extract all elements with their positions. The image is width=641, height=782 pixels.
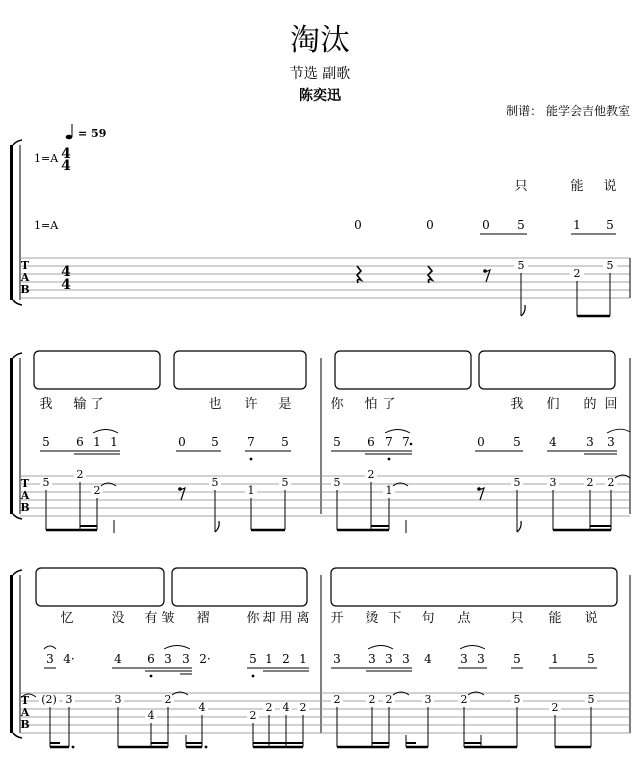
lyric: 开 xyxy=(330,611,344,626)
tab-letter: B xyxy=(20,283,30,296)
lyric: 我 xyxy=(510,397,524,412)
lyric: 忆 xyxy=(60,611,74,626)
tab-fret: (2) xyxy=(41,693,57,706)
note: 5 xyxy=(606,218,614,232)
note: 5 xyxy=(587,652,595,666)
system-1 xyxy=(10,140,630,316)
note: 3 xyxy=(333,652,341,666)
note: 7 xyxy=(247,435,255,449)
lyric: 用 xyxy=(279,611,293,626)
note: 1 xyxy=(110,435,118,449)
tab-letter: A xyxy=(20,706,30,719)
note: 5 xyxy=(333,435,341,449)
tab-fret: 2 xyxy=(333,693,341,706)
quarter-note-icon xyxy=(66,124,73,139)
lyric: 烫 xyxy=(365,611,379,626)
chord-boxes xyxy=(36,568,617,606)
tab-fret: 1 xyxy=(385,484,393,497)
tab-fret: 5 xyxy=(517,259,525,272)
lyric: 许 xyxy=(244,397,258,412)
lyric: 说 xyxy=(584,611,598,626)
time-signature-top: 4 xyxy=(61,146,71,162)
tab-fret: 5 xyxy=(333,476,341,489)
note: 4 xyxy=(549,435,557,449)
tab-fret: 2 xyxy=(385,693,393,706)
lyric: 皱 xyxy=(161,611,175,626)
note: 2 xyxy=(282,652,290,666)
note: 3 xyxy=(385,652,393,666)
note: 3 xyxy=(607,435,615,449)
tab-letter: B xyxy=(20,718,30,731)
tab-fret: 2 xyxy=(249,709,257,722)
tab-fret: 2 xyxy=(460,693,468,706)
note: 1 xyxy=(299,652,307,666)
tab-fret: 2 xyxy=(586,476,594,489)
note: 3 xyxy=(402,652,410,666)
tab-fret: 2 xyxy=(76,468,84,481)
song-subtitle: 节选 副歌 xyxy=(289,66,351,82)
lyric: 怕 xyxy=(364,397,378,412)
note: 6 xyxy=(367,435,375,449)
note: 0 xyxy=(426,218,434,232)
tab-fret: 2 xyxy=(265,701,273,714)
time-signature-bottom: 4 xyxy=(61,158,71,174)
key-signature: 1=A xyxy=(34,152,59,165)
tab-time-top: 4 xyxy=(61,264,71,280)
header xyxy=(66,23,630,140)
tab-fret: 5 xyxy=(211,476,219,489)
lyric: 们 xyxy=(546,397,560,412)
song-title: 淘汰 xyxy=(290,23,350,58)
lyric: 只 xyxy=(514,179,528,194)
system-3 xyxy=(10,568,630,748)
note: 5 xyxy=(513,652,521,666)
tab-fret: 3 xyxy=(424,693,432,706)
lyric: 没 xyxy=(111,611,125,626)
tab-fret: 5 xyxy=(513,476,521,489)
tab-fret: 3 xyxy=(114,693,122,706)
note: 5 xyxy=(513,435,521,449)
notation-line xyxy=(354,218,616,234)
note: 6 xyxy=(76,435,84,449)
tab-fret: 5 xyxy=(587,693,595,706)
note: 1 xyxy=(573,218,581,232)
note: 0 xyxy=(477,435,485,449)
lyric: 点 xyxy=(457,611,471,626)
lyric: 能 xyxy=(548,611,562,626)
note: 3 xyxy=(46,652,54,666)
tab-letter: T xyxy=(20,694,30,707)
chord-box xyxy=(335,351,471,389)
chord-box xyxy=(174,351,306,389)
eighth-rest-icon xyxy=(477,487,484,500)
lyric: 你 xyxy=(246,611,260,626)
note: 3 xyxy=(460,652,468,666)
lyric: 能 xyxy=(570,179,584,194)
lyric: 句 xyxy=(421,611,435,626)
tab-fret: 2 xyxy=(367,468,375,481)
note: 1 xyxy=(265,652,273,666)
lyrics-line xyxy=(60,610,597,626)
tab-fret: 2 xyxy=(299,701,307,714)
lyric: 我 xyxy=(39,397,53,412)
note: 0 xyxy=(354,218,362,232)
lyric: 下 xyxy=(388,611,402,626)
tab-fret: 5 xyxy=(42,476,50,489)
note: 6 xyxy=(147,652,155,666)
note: 7 xyxy=(385,435,393,449)
tab-fret: 2 xyxy=(573,267,581,280)
tab-staff xyxy=(20,258,630,316)
note: 5 xyxy=(211,435,219,449)
chord-box xyxy=(331,568,617,606)
note: 3 xyxy=(586,435,594,449)
lyric: 却 xyxy=(262,611,276,626)
lyric: 有 xyxy=(144,611,158,626)
lyric: 的 xyxy=(583,397,597,412)
lyric: 回 xyxy=(604,397,618,412)
quarter-rest-icon xyxy=(357,266,361,283)
lyric: 也 xyxy=(208,397,222,412)
note: 5 xyxy=(249,652,257,666)
tab-fret: 4 xyxy=(282,701,290,714)
notation-line xyxy=(40,429,630,460)
note: 7 xyxy=(402,435,410,449)
tab-fret: 1 xyxy=(247,484,255,497)
chord-box xyxy=(172,568,307,606)
chord-box xyxy=(34,351,160,389)
lyrics-line xyxy=(514,178,616,194)
note: 5 xyxy=(42,435,50,449)
tab-letter: T xyxy=(20,259,30,272)
lyric: 了 xyxy=(90,397,104,412)
tab-staff xyxy=(20,468,630,533)
tab-time-bottom: 4 xyxy=(61,277,71,293)
tab-letter: A xyxy=(20,489,30,502)
tab-letter: A xyxy=(20,271,30,284)
tab-fret: 2 xyxy=(607,476,615,489)
note: 4 xyxy=(424,652,432,666)
note: 2· xyxy=(199,652,211,666)
key-signature: 1=A xyxy=(34,219,59,232)
note: 0 xyxy=(482,218,490,232)
note: 4 xyxy=(114,652,122,666)
note: 3 xyxy=(368,652,376,666)
note: 1 xyxy=(551,652,559,666)
lyric: 是 xyxy=(278,397,292,412)
tab-fret: 2 xyxy=(368,693,376,706)
credit-line: 制谱： 能学会吉他教室 xyxy=(506,104,630,118)
tab-fret: 5 xyxy=(513,693,521,706)
lyric: 离 xyxy=(296,611,310,626)
tab-fret: 2 xyxy=(551,701,559,714)
lyrics-line xyxy=(39,396,617,412)
tab-fret: 3 xyxy=(549,476,557,489)
tab-fret: 2 xyxy=(93,484,101,497)
tab-fret: 5 xyxy=(606,259,614,272)
lyric: 输 xyxy=(73,397,87,412)
note: 0 xyxy=(178,435,186,449)
chord-box xyxy=(479,351,615,389)
tab-staff xyxy=(20,692,630,748)
tab-letter: T xyxy=(20,477,30,490)
lyric: 褶 xyxy=(196,611,210,626)
note: 5 xyxy=(281,435,289,449)
tab-fret: 3 xyxy=(65,693,73,706)
tab-fret: 2 xyxy=(164,693,172,706)
lyric: 了 xyxy=(382,397,396,412)
lyric: 你 xyxy=(330,397,344,412)
tab-fret: 4 xyxy=(147,709,155,722)
chord-boxes xyxy=(34,351,615,389)
tab-fret: 4 xyxy=(198,701,206,714)
note: 3 xyxy=(182,652,190,666)
lyric: 说 xyxy=(603,179,617,194)
note: 4· xyxy=(63,652,75,666)
tempo-marking: = 59 xyxy=(78,127,107,140)
note: 1 xyxy=(93,435,101,449)
tab-fret: 5 xyxy=(281,476,289,489)
system-2 xyxy=(10,351,630,533)
lyric: 只 xyxy=(510,611,524,626)
artist-name: 陈奕迅 xyxy=(299,88,341,104)
eighth-rest-icon xyxy=(483,269,490,282)
note: 3 xyxy=(164,652,172,666)
chord-box xyxy=(36,568,164,606)
note: 3 xyxy=(477,652,485,666)
eighth-rest-icon xyxy=(178,487,185,500)
note: 5 xyxy=(517,218,525,232)
tab-letter: B xyxy=(20,501,30,514)
quarter-rest-icon xyxy=(428,266,432,283)
